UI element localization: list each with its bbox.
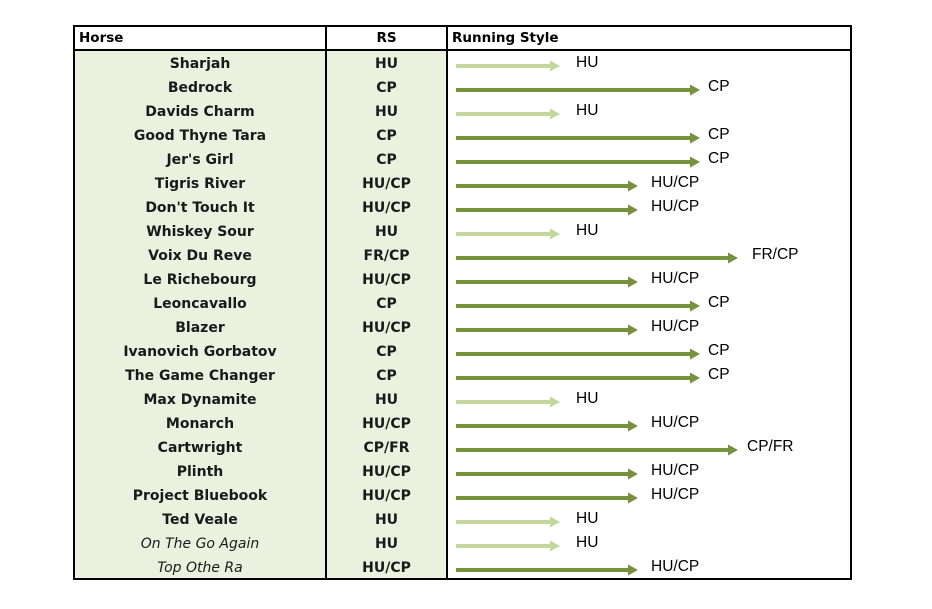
running-style-label: HU — [576, 54, 599, 71]
arrow-shaft — [456, 472, 630, 476]
arrow-head — [628, 205, 638, 216]
table-row — [75, 412, 850, 436]
horse-name: Voix Du Reve — [148, 248, 252, 264]
horse-name: Ted Veale — [162, 512, 238, 528]
rs-value: HU/CP — [362, 464, 411, 480]
table-row — [75, 100, 850, 124]
running-style-cell — [448, 364, 850, 388]
arrow-shaft — [456, 400, 552, 404]
rs-value: CP — [376, 296, 397, 312]
arrow-shaft — [456, 376, 692, 380]
rs-value: HU/CP — [362, 416, 411, 432]
running-style-cell — [448, 148, 850, 172]
running-style-cell — [448, 196, 850, 220]
running-style-arrow — [448, 556, 850, 580]
rs-value: CP — [376, 368, 397, 384]
table-row — [75, 556, 850, 580]
table-row — [75, 244, 850, 268]
arrow-head — [628, 565, 638, 576]
running-style-cell — [448, 388, 850, 412]
arrow-shaft — [456, 424, 630, 428]
horse-name: Bedrock — [167, 80, 233, 96]
running-style-cell — [448, 340, 850, 364]
arrow-shaft — [456, 88, 692, 92]
running-style-arrow — [448, 340, 850, 364]
arrow-head — [690, 85, 700, 96]
header-row — [75, 27, 850, 51]
arrow-shaft — [456, 568, 630, 572]
arrow-head — [628, 469, 638, 480]
horse-name: Davids Charm — [145, 104, 255, 120]
arrow-head — [628, 277, 638, 288]
running-style-label: HU/CP — [651, 318, 700, 335]
rs-value: CP — [376, 344, 397, 360]
horse-name: Plinth — [176, 464, 224, 480]
running-style-label: CP — [708, 342, 730, 359]
arrow-head — [628, 181, 638, 192]
table-row — [75, 340, 850, 364]
running-style-label: CP/FR — [747, 438, 794, 455]
running-style-label: HU — [576, 390, 599, 407]
arrow-head — [728, 253, 738, 264]
running-style-arrow — [448, 508, 850, 532]
running-style-cell — [448, 412, 850, 436]
running-style-label: CP — [708, 150, 730, 167]
running-style-label: HU/CP — [651, 414, 700, 431]
running-style-label: HU/CP — [651, 462, 700, 479]
rs-value: CP — [376, 152, 397, 168]
horse-name: Sharjah — [169, 56, 231, 72]
rs-value: CP/FR — [363, 440, 410, 456]
running-style-cell — [448, 436, 850, 460]
rs-value: HU — [374, 392, 399, 408]
rs-value: HU — [374, 224, 399, 240]
running-style-label: HU — [576, 102, 599, 119]
arrow-head — [550, 229, 560, 240]
rs-value: HU/CP — [362, 200, 411, 216]
table-row — [75, 52, 850, 76]
running-style-arrow — [448, 220, 850, 244]
arrow-shaft — [456, 208, 630, 212]
running-style-label: HU — [576, 534, 599, 551]
table-row — [75, 484, 850, 508]
running-style-label: CP — [708, 366, 730, 383]
running-style-label: CP — [708, 78, 730, 95]
running-style-arrow — [448, 364, 850, 388]
table-row — [75, 148, 850, 172]
arrow-head — [550, 109, 560, 120]
running-style-arrow — [448, 484, 850, 508]
table-row — [75, 316, 850, 340]
running-style-arrow — [448, 148, 850, 172]
table-row — [75, 388, 850, 412]
table-row — [75, 292, 850, 316]
running-style-cell — [448, 172, 850, 196]
running-style-cell — [448, 220, 850, 244]
arrow-head — [550, 61, 560, 72]
arrow-shaft — [456, 280, 630, 284]
running-style-arrow — [448, 412, 850, 436]
running-style-cell — [448, 76, 850, 100]
table-row — [75, 532, 850, 556]
rs-value: HU/CP — [362, 320, 411, 336]
arrow-head — [628, 421, 638, 432]
running-style-label: HU — [576, 222, 599, 239]
table-row — [75, 268, 850, 292]
running-style-cell — [448, 508, 850, 532]
arrow-shaft — [456, 160, 692, 164]
arrow-head — [690, 349, 700, 360]
arrow-head — [690, 133, 700, 144]
horse-name: Jer's Girl — [166, 152, 234, 168]
running-style-label: HU/CP — [651, 270, 700, 287]
running-style-label: HU/CP — [651, 198, 700, 215]
header-rs: RS — [376, 30, 397, 46]
table-row — [75, 124, 850, 148]
arrow-shaft — [456, 496, 630, 500]
running-style-label: HU/CP — [651, 558, 700, 575]
table-row — [75, 196, 850, 220]
horse-name: Le Richebourg — [143, 272, 257, 288]
horse-name: Monarch — [165, 416, 235, 432]
running-style-label: HU/CP — [651, 486, 700, 503]
rs-value: HU — [374, 512, 399, 528]
arrow-shaft — [456, 64, 552, 68]
horse-name: The Game Changer — [125, 368, 275, 384]
running-style-cell — [448, 292, 850, 316]
rs-value: HU/CP — [362, 272, 411, 288]
arrow-shaft — [456, 112, 552, 116]
arrow-head — [550, 541, 560, 552]
arrow-shaft — [456, 544, 552, 548]
horse-name: Leoncavallo — [153, 296, 247, 312]
arrow-head — [628, 493, 638, 504]
horse-name: Project Bluebook — [132, 488, 268, 504]
table-row — [75, 460, 850, 484]
horse-name: Cartwright — [157, 440, 243, 456]
table-row — [75, 76, 850, 100]
running-style-arrow — [448, 124, 850, 148]
running-style-label: HU/CP — [651, 174, 700, 191]
horse-name: Top Othe Ra — [157, 560, 243, 576]
table-row — [75, 436, 850, 460]
arrow-shaft — [456, 520, 552, 524]
running-style-cell — [448, 124, 850, 148]
running-style-cell — [448, 100, 850, 124]
arrow-shaft — [456, 256, 730, 260]
running-style-arrow — [448, 196, 850, 220]
rs-value: HU/CP — [362, 176, 411, 192]
horse-name: Whiskey Sour — [146, 224, 254, 240]
running-style-cell — [448, 316, 850, 340]
arrow-shaft — [456, 304, 692, 308]
running-style-arrow — [448, 388, 850, 412]
rs-value: FR/CP — [363, 248, 410, 264]
running-style-arrow — [448, 460, 850, 484]
arrow-shaft — [456, 352, 692, 356]
running-style-arrow — [448, 292, 850, 316]
running-style-cell — [448, 460, 850, 484]
running-style-arrow — [448, 172, 850, 196]
running-style-cell — [448, 244, 850, 268]
running-style-arrow — [448, 532, 850, 556]
arrow-shaft — [456, 136, 692, 140]
rs-value: HU/CP — [362, 560, 411, 576]
header-running-style: Running Style — [452, 30, 559, 46]
arrow-head — [690, 157, 700, 168]
arrow-head — [728, 445, 738, 456]
arrow-head — [690, 373, 700, 384]
horse-name: Good Thyne Tara — [133, 128, 267, 144]
running-style-cell — [448, 556, 850, 580]
table-row — [75, 220, 850, 244]
table-row — [75, 508, 850, 532]
running-style-label: CP — [708, 294, 730, 311]
running-style-label: FR/CP — [752, 246, 799, 263]
rs-value: HU/CP — [362, 488, 411, 504]
arrow-shaft — [456, 184, 630, 188]
horse-name: Blazer — [175, 320, 225, 336]
rs-value: CP — [376, 128, 397, 144]
rs-value: CP — [376, 80, 397, 96]
table-row — [75, 364, 850, 388]
horse-name: On The Go Again — [140, 536, 260, 552]
arrow-head — [628, 325, 638, 336]
running-style-arrow — [448, 268, 850, 292]
arrow-head — [550, 517, 560, 528]
running-style-arrow — [448, 52, 850, 76]
arrow-head — [690, 301, 700, 312]
running-style-cell — [448, 268, 850, 292]
arrow-shaft — [456, 328, 630, 332]
rs-value: HU — [374, 104, 399, 120]
running-style-cell — [448, 532, 850, 556]
running-style-label: HU — [576, 510, 599, 527]
horse-name: Don't Touch It — [145, 200, 255, 216]
running-style-arrow — [448, 100, 850, 124]
header-horse: Horse — [79, 30, 124, 46]
running-style-cell — [448, 52, 850, 76]
horse-name: Ivanovich Gorbatov — [123, 344, 277, 360]
arrow-head — [550, 397, 560, 408]
running-style-label: CP — [708, 126, 730, 143]
running-style-arrow — [448, 316, 850, 340]
horse-name: Tigris River — [154, 176, 246, 192]
arrow-shaft — [456, 232, 552, 236]
rs-value: HU — [374, 536, 399, 552]
table-row — [75, 172, 850, 196]
horse-name: Max Dynamite — [143, 392, 257, 408]
arrow-shaft — [456, 448, 730, 452]
rs-value: HU — [374, 56, 399, 72]
running-style-cell — [448, 484, 850, 508]
running-style-arrow — [448, 76, 850, 100]
running-style-table — [73, 25, 852, 580]
